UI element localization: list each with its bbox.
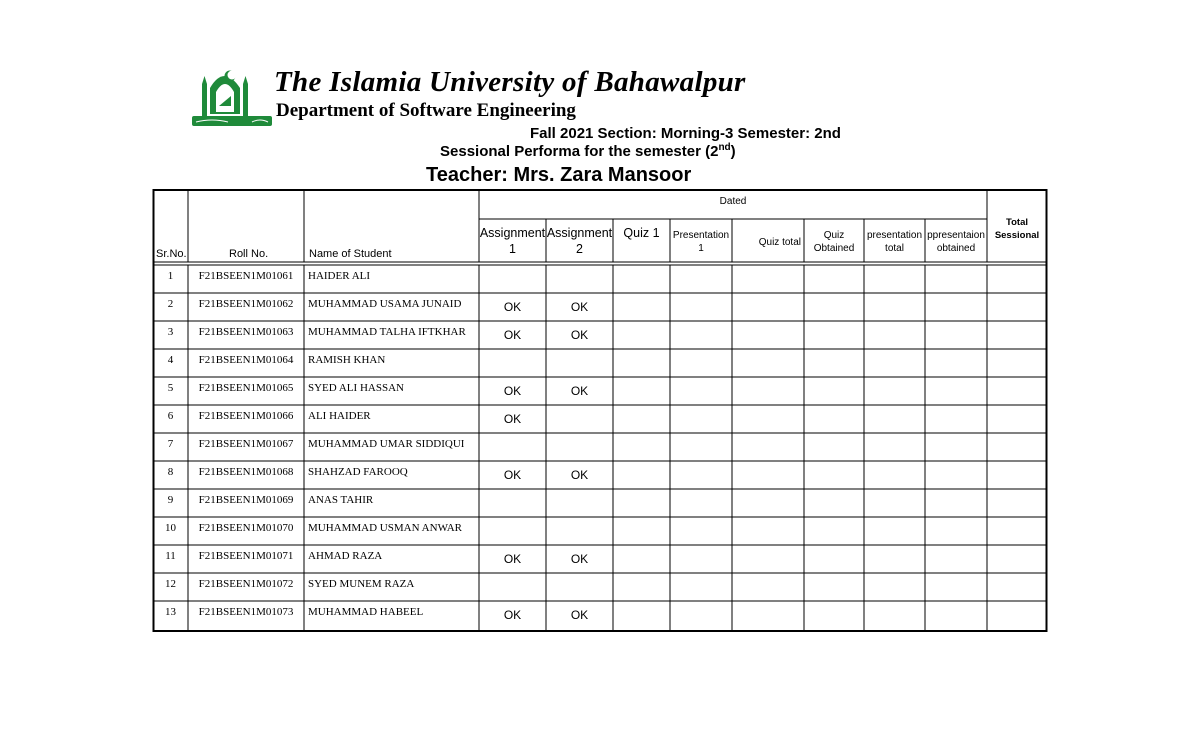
col-header-presentation-total [864, 229, 925, 255]
roll-no-cell: F21BSEEN1M01072 [198, 578, 294, 590]
assignment-1-cell: OK [503, 552, 522, 566]
assignment-1-cell [479, 576, 546, 598]
student-name-cell: ANAS TAHIR [308, 494, 374, 506]
assignment-2-cell [546, 492, 613, 514]
department-name: Department of Software Engineering [276, 100, 576, 121]
roll-no-cell: F21BSEEN1M01073 [198, 606, 294, 618]
col-header-quiz-1: Quiz 1 [623, 226, 660, 240]
assignment-2-cell [546, 352, 613, 374]
assignment-2-cell [546, 576, 613, 598]
col-header-total-sessional [987, 216, 1047, 242]
assignment-1-cell: OK [503, 608, 522, 622]
assignment-2-cell: OK [570, 384, 589, 398]
performa-suffix: ) [730, 143, 736, 160]
assignment-2-cell: OK [570, 468, 589, 482]
col-header-presentation-obtained-line1: ppresentaion [927, 230, 985, 241]
roll-no-cell: F21BSEEN1M01068 [198, 466, 294, 478]
assignment-1-cell: OK [503, 468, 522, 482]
sr-no-cell: 5 [167, 382, 174, 394]
student-name-cell: RAMISH KHAN [308, 354, 386, 366]
sr-no-cell: 3 [167, 326, 174, 338]
student-name-cell: MUHAMMAD UMAR SIDDIQUI [308, 438, 465, 450]
col-header-quiz-obtained-line1: Quiz [823, 230, 845, 241]
assignment-1-cell [479, 268, 546, 290]
sr-no-cell: 12 [165, 578, 176, 590]
col-header-assignment-2-line2: 2 [576, 242, 583, 256]
sr-no-cell: 1 [167, 270, 174, 282]
sr-no-cell: 10 [165, 522, 176, 534]
sr-no-cell: 2 [167, 298, 174, 310]
sr-no-cell: 8 [167, 466, 174, 478]
col-header-presentation-total-line1: presentation [866, 230, 923, 241]
col-header-presentation-obtained [925, 229, 987, 255]
assignment-1-cell: OK [503, 412, 522, 426]
col-header-presentation-1-line2: 1 [698, 243, 704, 254]
roll-no-cell: F21BSEEN1M01069 [198, 494, 294, 506]
col-header-assignment-1 [479, 225, 546, 257]
col-header-quiz-obtained-line2: Obtained [813, 243, 855, 254]
col-header-roll-no: Roll No. [229, 248, 269, 260]
col-header-total-sessional-line1: Total [1006, 217, 1028, 228]
assignment-2-cell: OK [570, 552, 589, 566]
performa-prefix: Sessional Performa for the semester (2 [440, 143, 719, 160]
student-name-cell: MUHAMMAD HABEEL [308, 606, 424, 618]
sr-no-cell: 13 [165, 606, 176, 618]
student-name-cell: SYED MUNEM RAZA [308, 578, 415, 590]
student-name-cell: MUHAMMAD USMAN ANWAR [308, 522, 463, 534]
roll-no-cell: F21BSEEN1M01065 [198, 382, 294, 394]
roll-no-cell: F21BSEEN1M01071 [198, 550, 294, 562]
assignment-1-cell [479, 352, 546, 374]
assignment-2-cell [546, 408, 613, 430]
sr-no-cell: 6 [167, 410, 174, 422]
performa-sup: nd [718, 142, 731, 153]
col-header-quiz-obtained [804, 229, 864, 255]
student-name-cell: SHAHZAD FAROOQ [308, 466, 408, 478]
assignment-1-cell [479, 492, 546, 514]
col-header-sr-no: Sr.No. [156, 248, 187, 260]
col-header-assignment-2 [546, 225, 613, 257]
assignment-2-cell [546, 268, 613, 290]
roll-no-cell: F21BSEEN1M01070 [198, 522, 294, 534]
assignment-2-cell: OK [570, 328, 589, 342]
col-header-presentation-total-line2: total [885, 243, 904, 254]
sr-no-cell: 7 [167, 438, 174, 450]
col-header-name: Name of Student [309, 248, 392, 260]
roll-no-cell: F21BSEEN1M01064 [198, 354, 294, 366]
assignment-2-cell: OK [570, 300, 589, 314]
sr-no-cell: 9 [167, 494, 174, 506]
col-header-quiz-total: Quiz total [758, 237, 801, 248]
assignment-1-cell: OK [503, 328, 522, 342]
roll-no-cell: F21BSEEN1M01063 [198, 326, 294, 338]
roll-no-cell: F21BSEEN1M01067 [198, 438, 294, 450]
student-name-cell: HAIDER ALI [308, 270, 371, 282]
assignment-2-cell: OK [570, 608, 589, 622]
sr-no-cell: 4 [167, 354, 174, 366]
university-name: The Islamia University of Bahawalpur [274, 66, 746, 98]
col-header-assignment-1-line2: 1 [509, 242, 516, 256]
teacher-name: Teacher: Mrs. Zara Mansoor [426, 164, 692, 186]
roll-no-cell: F21BSEEN1M01066 [198, 410, 294, 422]
assignment-2-cell [546, 520, 613, 542]
student-name-cell: MUHAMMAD TALHA IFTKHAR [308, 326, 466, 338]
student-name-cell: ALI HAIDER [308, 410, 371, 422]
col-header-presentation-1 [670, 229, 732, 255]
assignment-2-cell [546, 436, 613, 458]
assignment-1-cell: OK [503, 384, 522, 398]
assignment-1-cell: OK [503, 300, 522, 314]
col-header-presentation-obtained-line2: obtained [936, 243, 976, 254]
col-header-total-sessional-line2: Sessional [994, 230, 1040, 241]
assignment-1-cell [479, 520, 546, 542]
col-header-presentation-1-line1: Presentation [672, 230, 730, 241]
roll-no-cell: F21BSEEN1M01062 [198, 298, 294, 310]
col-header-assignment-1-line1: Assignment [479, 226, 546, 240]
session-line: Fall 2021 Section: Morning-3 Semester: 2nd [530, 125, 841, 142]
sr-no-cell: 11 [165, 550, 176, 562]
dated-label: Dated [719, 196, 747, 207]
col-header-assignment-2-line1: Assignment [546, 226, 613, 240]
student-name-cell: SYED ALI HASSAN [308, 382, 404, 394]
student-name-cell: AHMAD RAZA [308, 550, 383, 562]
assignment-1-cell [479, 436, 546, 458]
student-name-cell: MUHAMMAD USAMA JUNAID [308, 298, 462, 310]
roll-no-cell: F21BSEEN1M01061 [198, 270, 294, 282]
